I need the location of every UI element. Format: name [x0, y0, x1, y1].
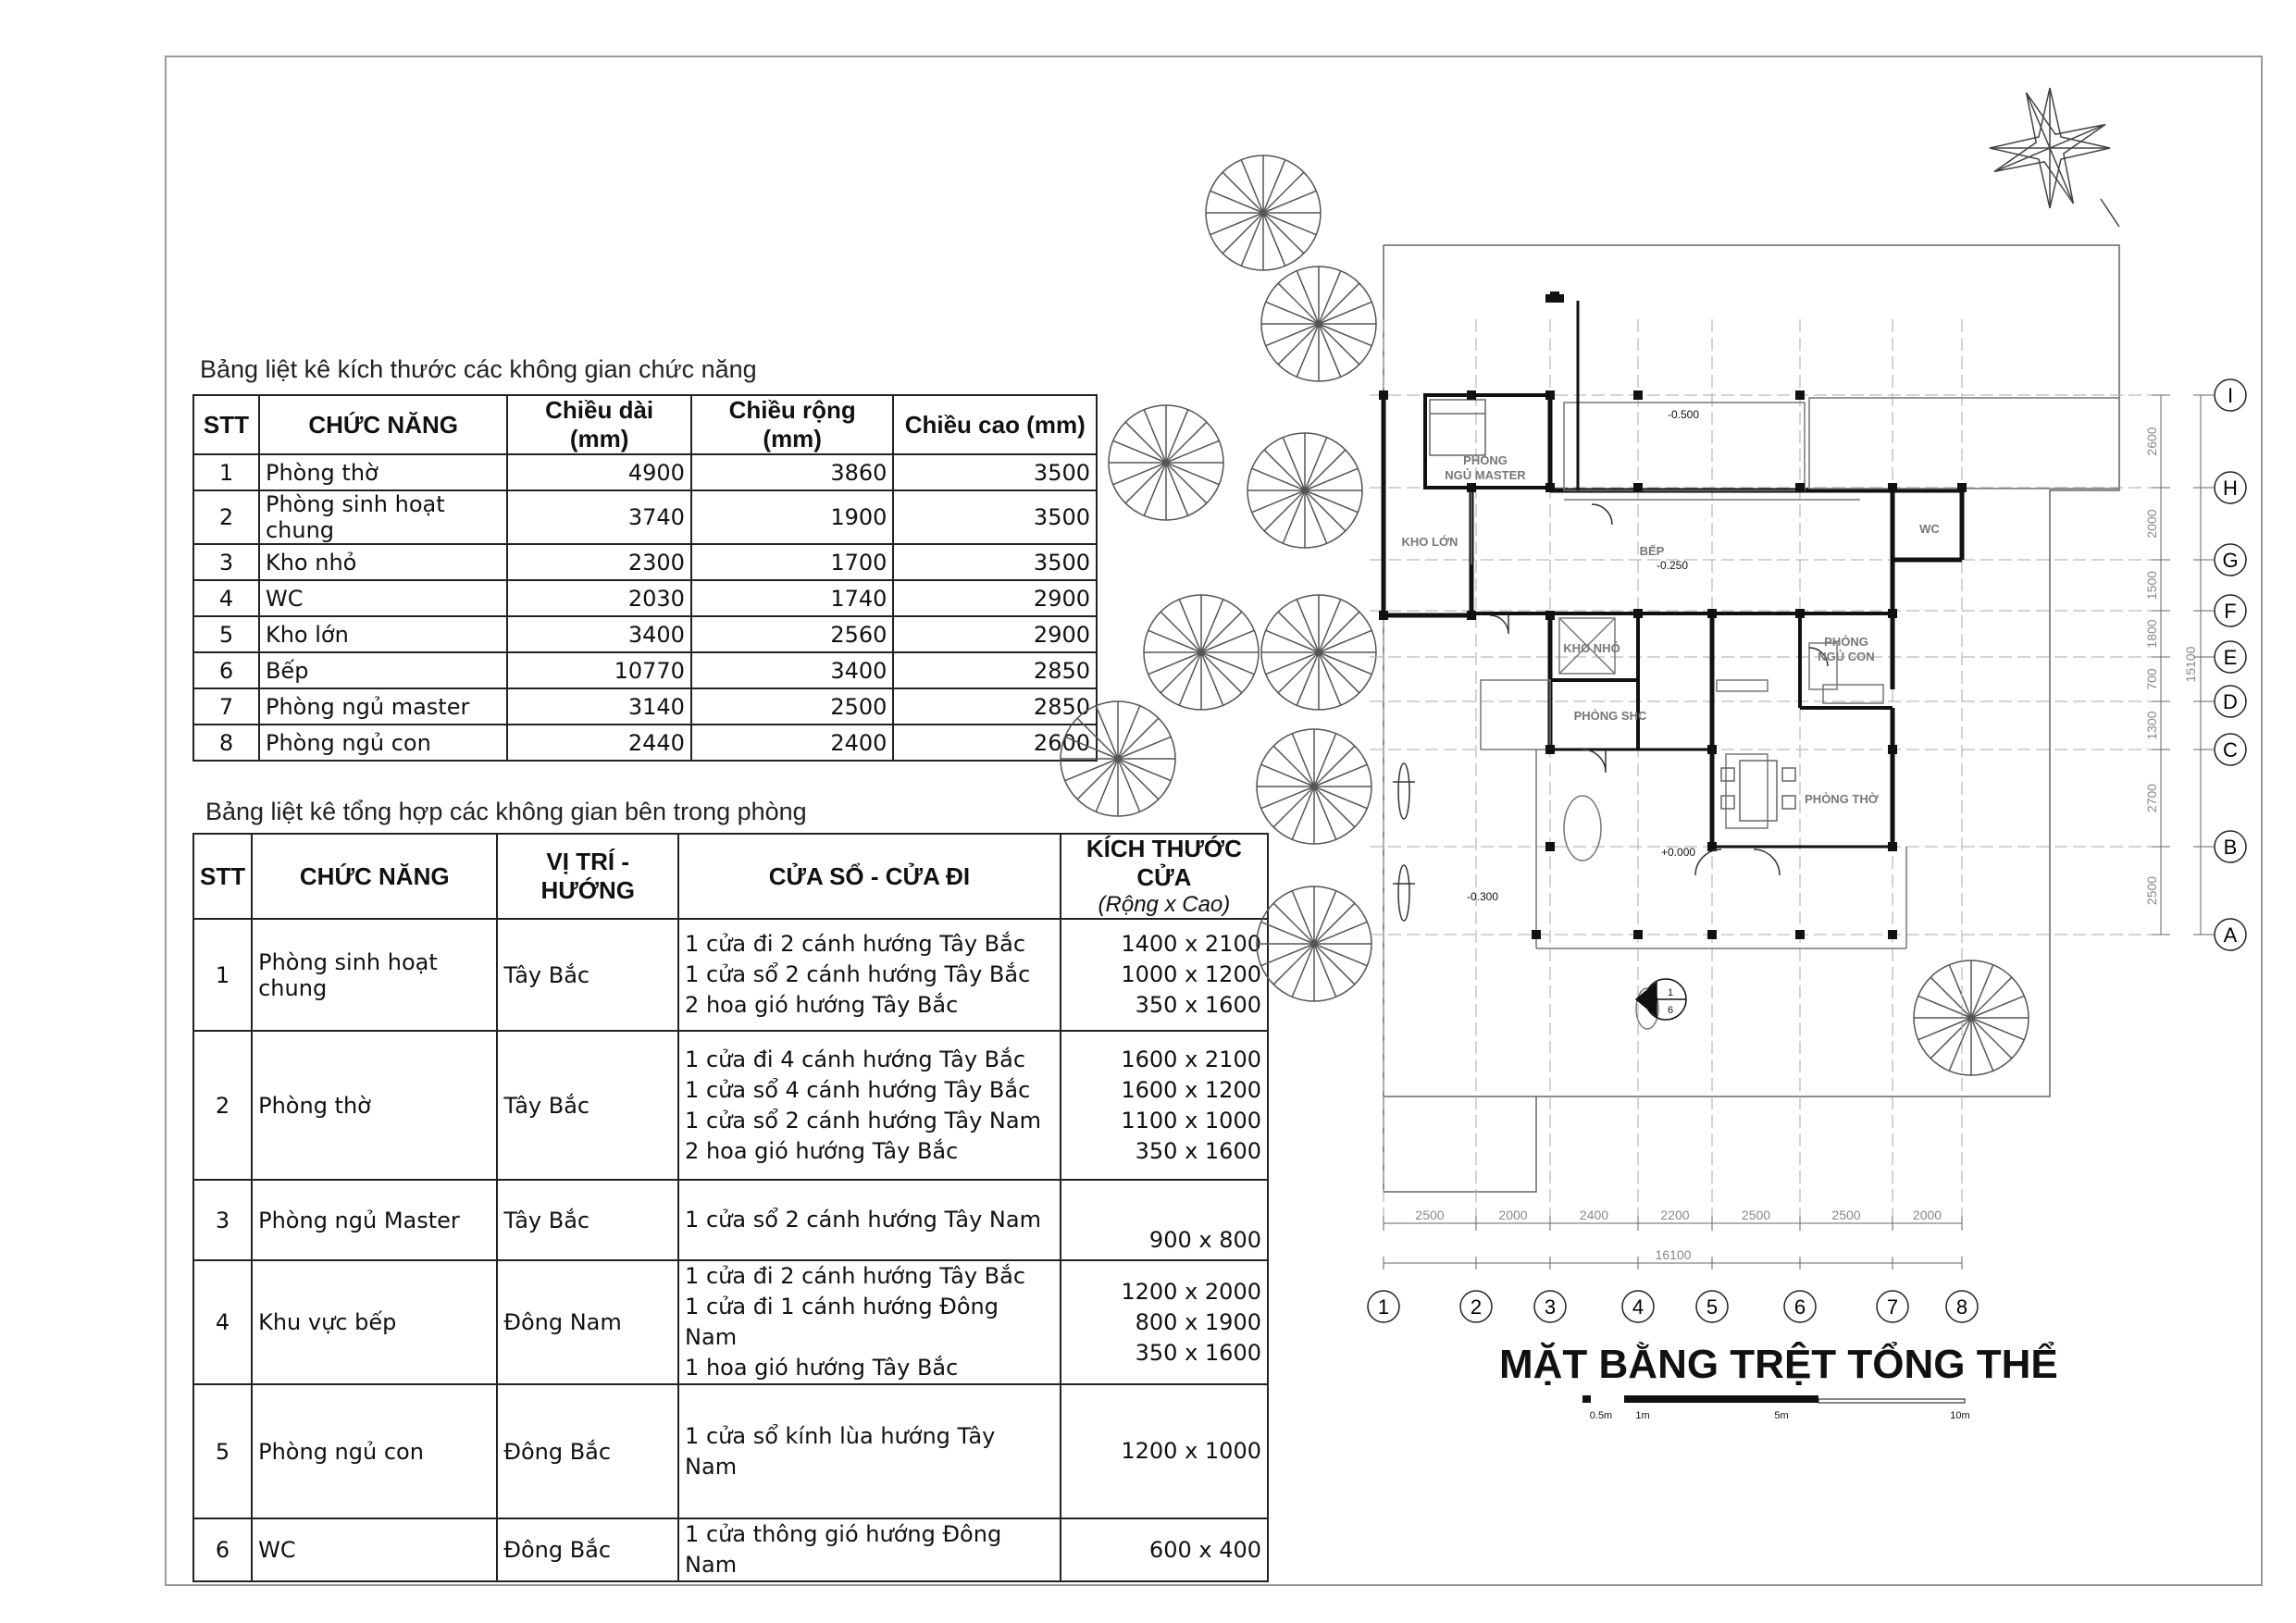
row-axis-label: B	[2223, 836, 2238, 859]
tree-icon	[1257, 886, 1371, 1001]
opening-size: 1600 x 1200	[1121, 1076, 1261, 1103]
table-cell: 2440	[507, 725, 691, 761]
tree-icon	[1109, 405, 1223, 520]
opening-size: 1000 x 1200	[1121, 961, 1261, 987]
row-axis-bubble	[2208, 544, 2246, 576]
table-cell: 2030	[507, 580, 691, 616]
row-axis-label: H	[2223, 477, 2238, 500]
opening-item: 1 cửa sổ 2 cánh hướng Tây Nam	[685, 1107, 1041, 1134]
table-cell-stt: 2	[193, 1031, 252, 1180]
room-label-tho: PHÒNG THỜ	[1805, 792, 1879, 806]
room-label-master-1: PHÒNG	[1463, 453, 1508, 467]
plan-title: MẶT BẰNG TRỆT TỔNG THỂ	[1499, 1342, 2058, 1387]
column-dimension-label: 2500	[1415, 1208, 1445, 1222]
table-cell: 3140	[507, 688, 691, 725]
header-cell: STT	[193, 395, 259, 454]
level-mark: -0.250	[1657, 559, 1689, 572]
table-cell-dir: Đông Nam	[497, 1260, 678, 1384]
opening-item: 1 hoa gió hướng Tây Bắc	[685, 1355, 959, 1381]
scale-label: 0.5m	[1589, 1410, 1613, 1421]
table1-caption: Bảng liệt kê kích thước các không gian chức năng	[200, 355, 757, 383]
room-label-kho-lon: KHO LỚN	[1401, 535, 1458, 549]
header-cell: CHỨC NĂNG	[259, 395, 507, 454]
header-size-main: KÍCH THƯỚC CỬA	[1086, 835, 1242, 891]
row-axis-label: D	[2223, 690, 2238, 713]
column-dimension-label: 2000	[1912, 1208, 1942, 1222]
column-axis-label: 3	[1544, 1295, 1557, 1319]
opening-size: 600 x 400	[1148, 1536, 1261, 1563]
row-axis-bubble	[2208, 472, 2246, 503]
bed-symbol	[1430, 400, 1485, 455]
section-number: 1	[1667, 987, 1674, 998]
table-cell: 2600	[893, 725, 1097, 761]
table-cell: 3400	[691, 652, 894, 688]
row-dimension-label: 2600	[2144, 427, 2159, 456]
row-dimension-label: 700	[2144, 668, 2159, 690]
table-cell: 2900	[893, 580, 1097, 616]
table-cell: 1900	[691, 490, 894, 544]
row-axis-bubble	[2208, 831, 2246, 862]
tree-icon	[1061, 701, 1175, 816]
tree-icon	[1261, 595, 1376, 710]
table-cell: 3740	[507, 490, 691, 544]
level-mark: -0.300	[1467, 890, 1499, 903]
column-dimension-label: 2000	[1498, 1208, 1528, 1222]
row-axis-bubble	[2208, 379, 2246, 411]
row-dimension-chain	[2144, 395, 2208, 935]
row-axis-label: C	[2223, 738, 2238, 762]
table-cell: Phòng thờ	[259, 454, 507, 490]
opening-item: 1 cửa sổ 4 cánh hướng Tây Bắc	[685, 1076, 1031, 1103]
table-cell: 3	[193, 544, 259, 580]
table-cell-stt: 3	[193, 1180, 252, 1260]
column-axis-label: 2	[1470, 1295, 1483, 1319]
table-cell-name: WC	[252, 1518, 497, 1581]
table-cell: Phòng ngủ master	[259, 688, 507, 725]
table-cell: 1740	[691, 580, 894, 616]
table-cell: 2400	[691, 725, 894, 761]
room-label-shc: PHÒNG SHC	[1573, 709, 1647, 723]
table-cell: 10770	[507, 652, 691, 688]
column-axis-bubble	[1877, 1291, 1908, 1322]
row-axis-bubble	[2208, 686, 2246, 717]
column-axis-label: 7	[1886, 1295, 1899, 1319]
column-dimension-label: 2200	[1660, 1208, 1690, 1222]
header-openings: CỬA SỔ - CỬA ĐI	[678, 834, 1061, 919]
level-mark: +0.000	[1661, 846, 1696, 859]
row-dimension-label: 2700	[2144, 783, 2159, 813]
scale-label: 1m	[1635, 1410, 1650, 1421]
room-label-con-1: PHÒNG	[1824, 635, 1868, 649]
row-dimension-label: 1500	[2144, 570, 2159, 601]
opening-item: 1 cửa thông gió hướng Đông Nam	[685, 1521, 1002, 1578]
column-total-label: 16100	[1655, 1247, 1692, 1262]
site-boundary	[1384, 245, 2119, 1192]
level-mark: -0.500	[1668, 408, 1700, 421]
row-dimension-label: 2500	[2144, 875, 2159, 906]
row-axis-label: E	[2223, 646, 2238, 669]
row-axis-bubbles	[2208, 379, 2246, 950]
table-cell: 1	[193, 454, 259, 490]
row-axis-bubble	[2208, 919, 2246, 950]
table-cell-name: Phòng sinh hoạt chung	[252, 919, 497, 1031]
table-cell: 6	[193, 652, 259, 688]
row-dimension-label: 2000	[2144, 509, 2159, 539]
opening-size: 900 x 800	[1148, 1227, 1261, 1253]
room-label-kho-nho: KHO NHỎ	[1563, 641, 1620, 655]
column-axis-label: 8	[1955, 1295, 1968, 1319]
opening-size: 1400 x 2100	[1121, 931, 1261, 957]
table-cell-dir: Đông Bắc	[497, 1384, 678, 1518]
table-cell-dir: Tây Bắc	[497, 1031, 678, 1180]
row-total-label: 15100	[2183, 646, 2198, 683]
table-cell-name: Phòng ngủ con	[252, 1384, 497, 1518]
column-axis-bubble	[1534, 1291, 1566, 1322]
tree-icon	[1914, 960, 2029, 1075]
opening-size: 1100 x 1000	[1121, 1107, 1261, 1134]
table-cell: 3500	[893, 544, 1097, 580]
column-axis-label: 4	[1632, 1295, 1644, 1319]
header-cell: Chiều dài (mm)	[507, 395, 691, 454]
row-dimension-label: 1300	[2144, 711, 2159, 740]
table-cell: 2	[193, 490, 259, 544]
section-sheet: 6	[1667, 1005, 1674, 1016]
opening-item: 1 cửa sổ 2 cánh hướng Tây Bắc	[685, 961, 1031, 987]
table-cell: Kho lớn	[259, 616, 507, 652]
column-axis-bubble	[1946, 1291, 1978, 1322]
table-cell-stt: 4	[193, 1260, 252, 1384]
row-axis-label: F	[2224, 600, 2237, 623]
opening-item: 1 cửa đi 2 cánh hướng Tây Bắc	[685, 931, 1026, 957]
opening-item: 1 cửa đi 2 cánh hướng Tây Bắc	[685, 1263, 1026, 1289]
room-label-master-2: NGỦ MASTER	[1445, 468, 1526, 482]
row-axis-bubble	[2208, 595, 2246, 626]
column-dimension-label: 2500	[1831, 1208, 1861, 1222]
section-marker	[1636, 979, 1686, 1020]
opening-item: 2 hoa gió hướng Tây Bắc	[685, 992, 959, 1018]
header-cell: Chiều cao (mm)	[893, 395, 1097, 454]
opening-size: 1200 x 1000	[1121, 1438, 1261, 1464]
table-cell-dir: Tây Bắc	[497, 919, 678, 1031]
table-cell: 3500	[893, 454, 1097, 490]
table-cell-stt: 6	[193, 1518, 252, 1581]
motorbike-icon	[1393, 763, 1415, 921]
table-cell: 5	[193, 616, 259, 652]
table-cell: Phòng sinh hoạt chung	[259, 490, 507, 544]
table-cell-stt: 5	[193, 1384, 252, 1518]
header-cell: Chiều rộng (mm)	[691, 395, 894, 454]
column-axis-bubble	[1368, 1291, 1399, 1322]
opening-size: 1600 x 2100	[1121, 1046, 1261, 1072]
table-cell: 2850	[893, 688, 1097, 725]
tree-icon	[1206, 155, 1321, 270]
column-axis-bubble	[1622, 1291, 1654, 1322]
column-axis-bubbles	[1368, 1291, 1978, 1322]
room-label-con-2: NGỦ CON	[1818, 650, 1875, 663]
header-function: CHỨC NĂNG	[252, 834, 497, 919]
opening-size: 350 x 1600	[1135, 1339, 1261, 1366]
table2-caption: Bảng liệt kê tổng hợp các không gian bên trong phòng	[205, 798, 807, 825]
dining-table-symbol	[1721, 761, 1795, 821]
table-cell: Kho nhỏ	[259, 544, 507, 580]
table-cell: 2850	[893, 652, 1097, 688]
room-label-wc: WC	[1919, 522, 1940, 536]
table-cell: 7	[193, 688, 259, 725]
table-cell-name: Phòng ngủ Master	[252, 1180, 497, 1260]
column-axis-bubble	[1460, 1291, 1492, 1322]
table-cell: 3500	[893, 490, 1097, 544]
column-axis-bubble	[1784, 1291, 1816, 1322]
table-cell: 4	[193, 580, 259, 616]
tree-icon	[1257, 729, 1371, 844]
table-cell: 3400	[507, 616, 691, 652]
scale-label: 10m	[1950, 1410, 1970, 1421]
table-cell: 1700	[691, 544, 894, 580]
table-cell: 4900	[507, 454, 691, 490]
table-cell: 2560	[691, 616, 894, 652]
tree-icon	[1261, 266, 1376, 381]
table-cell: WC	[259, 580, 507, 616]
row-axis-bubble	[2208, 641, 2246, 673]
column-axis-bubble	[1696, 1291, 1728, 1322]
opening-item: 1 cửa đi 4 cánh hướng Tây Bắc	[685, 1046, 1026, 1072]
tree-icon	[1144, 595, 1259, 710]
column-dimension-label: 2500	[1741, 1208, 1771, 1222]
opening-size: 350 x 1600	[1135, 1137, 1261, 1164]
column-axis-label: 5	[1706, 1295, 1719, 1319]
row-axis-label: I	[2227, 384, 2234, 407]
table-cell-dir: Đông Bắc	[497, 1518, 678, 1581]
column-axis-label: 6	[1793, 1295, 1806, 1319]
opening-size: 800 x 1900	[1135, 1308, 1261, 1335]
header-stt: STT	[193, 834, 252, 919]
room-label-bep: BẾP	[1639, 544, 1665, 558]
table-cell-stt: 1	[193, 919, 252, 1031]
table-cell: 8	[193, 725, 259, 761]
opening-item: 2 hoa gió hướng Tây Bắc	[685, 1137, 959, 1164]
table-cell: Bếp	[259, 652, 507, 688]
table-cell: Phòng ngủ con	[259, 725, 507, 761]
table-cell-dir: Tây Bắc	[497, 1180, 678, 1260]
table-cell-name: Phòng thờ	[252, 1031, 497, 1180]
table-cell: 2500	[691, 688, 894, 725]
table-cell: 2300	[507, 544, 691, 580]
column-dimension-label: 2400	[1579, 1208, 1609, 1222]
table-cell: 2900	[893, 616, 1097, 652]
scale-label: 5m	[1774, 1410, 1789, 1421]
table-cell-name: Khu vực bếp	[252, 1260, 497, 1384]
row-dimension-label: 1800	[2144, 619, 2159, 649]
row-axis-bubble	[2208, 734, 2246, 765]
header-size-sub: (Rộng x Cao)	[1098, 892, 1231, 917]
column-axis-label: 1	[1377, 1295, 1390, 1319]
row-axis-label: G	[2222, 549, 2239, 572]
opening-size: 1200 x 2000	[1121, 1278, 1261, 1305]
tree-icon	[1247, 433, 1362, 548]
row-axis-label: A	[2223, 923, 2238, 947]
opening-item: 1 cửa sổ 2 cánh hướng Tây Nam	[685, 1207, 1041, 1233]
opening-size: 350 x 1600	[1135, 992, 1261, 1018]
column-dimension-chain	[1384, 1208, 1962, 1270]
opening-item: 1 cửa sổ kính lùa hướng Tây Nam	[685, 1422, 996, 1480]
opening-item: 1 cửa đi 1 cánh hướng Đông Nam	[685, 1294, 999, 1350]
header-direction: VỊ TRÍ - HƯỚNG	[497, 834, 678, 919]
scale-bar	[1582, 1395, 1965, 1403]
compass-rose-icon	[1990, 88, 2119, 227]
table-cell: 3860	[691, 454, 894, 490]
